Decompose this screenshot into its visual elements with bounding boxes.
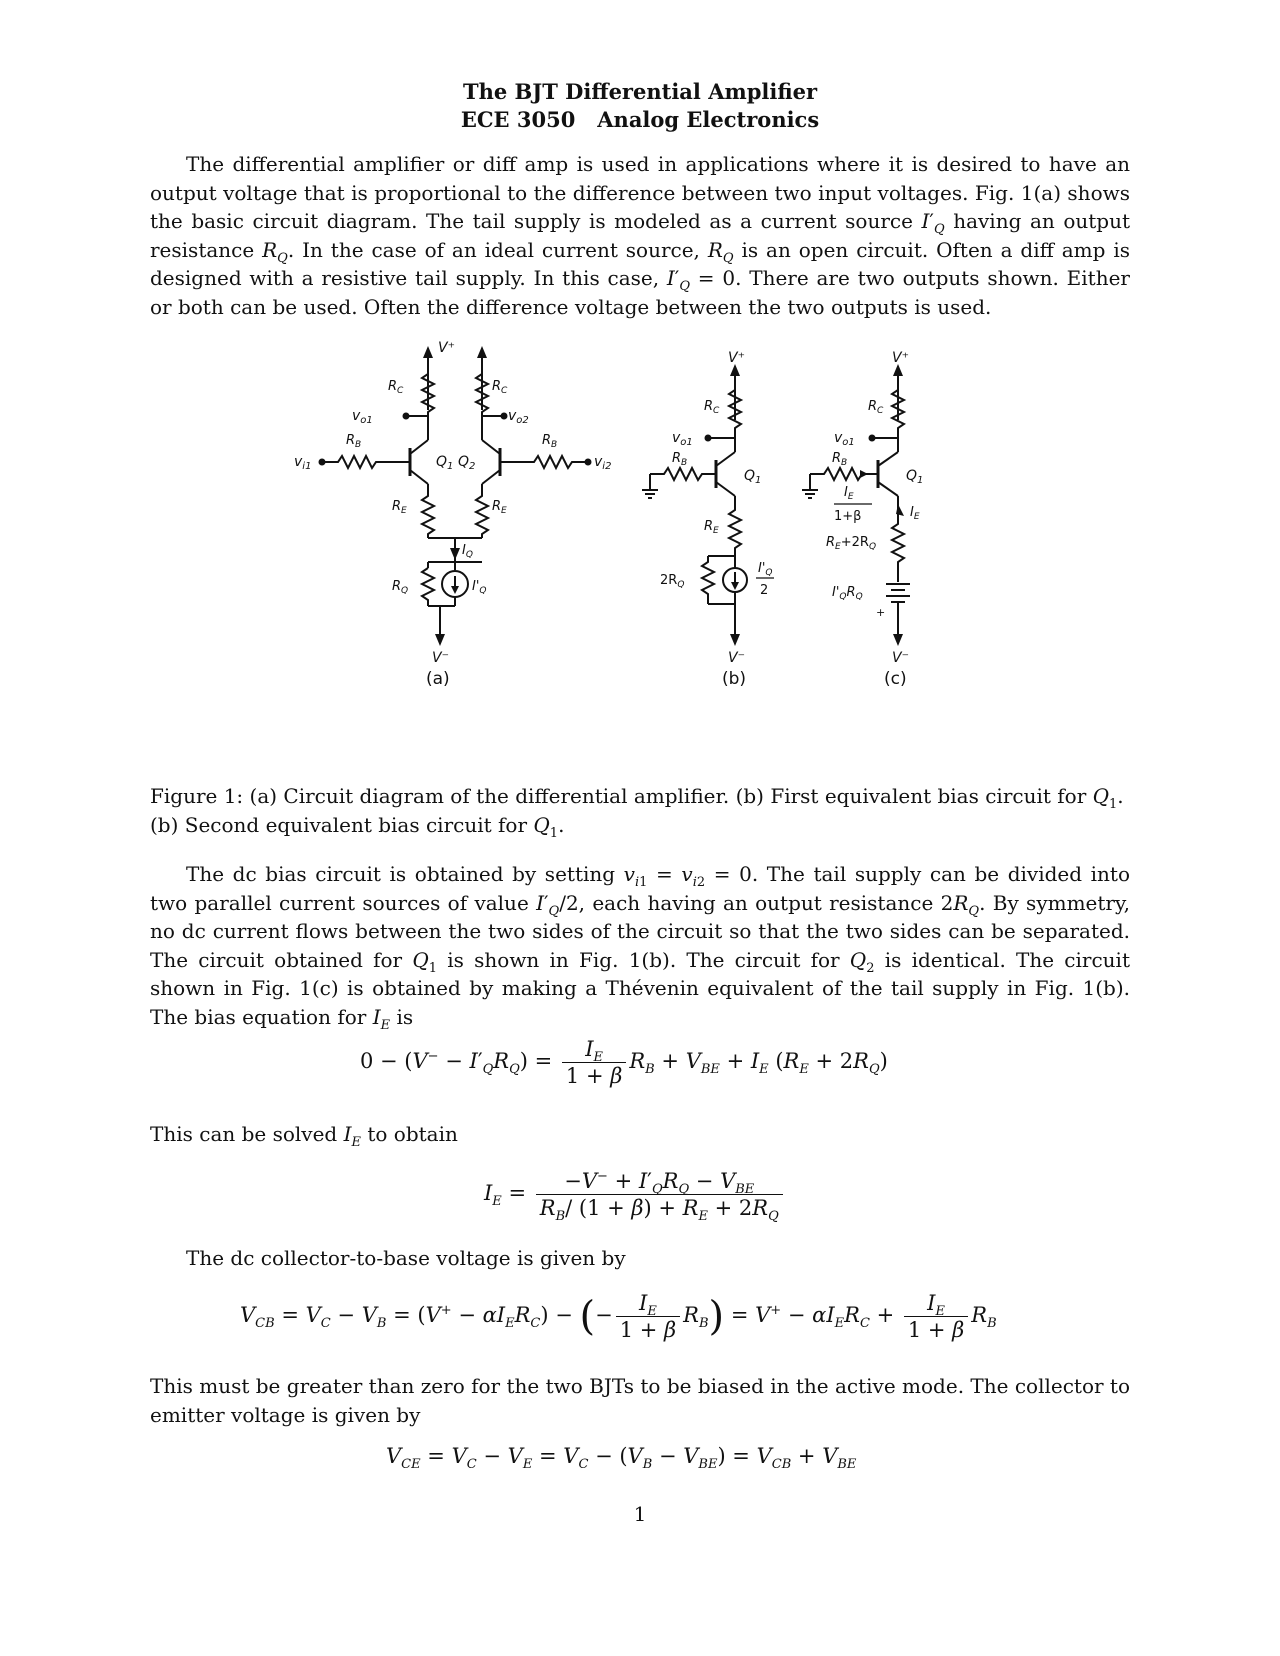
panel-b-circuit <box>642 350 774 689</box>
course-subject: Analog Electronics <box>597 107 820 132</box>
svg-text:RE: $R_E$ <box>492 499 507 516</box>
panel-c-circuit <box>802 350 923 689</box>
svg-text:RC: $R_C$ <box>388 379 404 396</box>
svg-text:RC: $R_C$ <box>868 399 884 416</box>
figure-caption: Figure 1: (a) Circuit diagram of the differential amplifier. (b) First equivalent bias circuit for $Q_1$. (b) Second equivalent bias circuit for $Q_1$. <box>150 784 1124 841</box>
document-title <box>0 78 1280 134</box>
svg-text:vo1: $v_{o1}$ <box>834 430 855 448</box>
bias-text-6: is identical. The circuit shown in Fig. 1(c) is obtained by making a Thévenin equivalent of the tail supply in Fig. 1(b). The bias equation for <box>150 947 1130 1029</box>
svg-text:+: + <box>876 606 886 619</box>
active-paragraph <box>150 1372 1130 1429</box>
svg-text:V⁺: V⁺ <box>728 350 745 366</box>
svg-text:2RQ: $2R_Q$ <box>660 573 685 590</box>
vplus-label-a: V⁺ <box>438 340 455 356</box>
vcb-equation: $V_{CB} = V_C - V_B = (V^+ - \alpha I_ER_C)$ − (− $\frac{I_E}{1 + \beta}$ $R_B) = V^+ - \alpha I_ER_C$ + $\frac{I_E}{1 + \beta}$ $R_B$ <box>240 1291 997 1342</box>
bias-text-4: . By symmetry, no dc current flows between the two sides of the circuit so that the two sides can be separated. The circuit obtained for <box>150 890 1130 972</box>
intro-text-4: is an open circuit. Often a diff amp is designed with a resistive tail supply. In this case, <box>150 237 1130 290</box>
svg-text:vi2: $v_{i2}$ <box>594 454 612 472</box>
svg-text:vo2: $v_{o2}$ <box>508 408 529 426</box>
page-number: 1 <box>633 1502 647 1526</box>
svg-text:V⁻: V⁻ <box>432 650 449 666</box>
bias-text-1: The dc bias circuit is obtained by setting <box>186 862 624 886</box>
intro-text-3: . In the case of an ideal current source, <box>287 237 708 262</box>
svg-text:RB: $R_B$ <box>346 433 362 450</box>
svg-text:IE: $I_E$ <box>910 505 920 522</box>
solve-line: This can be solved $I_E$ to obtain <box>150 1122 458 1150</box>
caption-text-3: . <box>558 812 565 837</box>
svg-text:Q1: $Q_1$ <box>436 454 454 472</box>
panel-a-circuit <box>294 340 611 689</box>
ie-equation: $I_E$ = $\frac{-V^- + I'_QR_Q - V_{BE}}{R_B/ (1 + \beta) + R_E + 2R_Q}$ <box>484 1168 786 1221</box>
svg-text:vi1: $v_{i1}$ <box>294 454 312 472</box>
svg-text:Q1: $Q_1$ <box>906 468 924 486</box>
panel-a-label: (a) <box>426 669 450 689</box>
svg-text:RB: $R_B$ <box>672 451 688 468</box>
vce-equation: $V_{CE} = V_C - V_E = V_C - (V_B - V_{BE}) = V_{CB} + V_{BE}$ <box>386 1444 857 1473</box>
svg-text:RB: $R_B$ <box>542 433 558 450</box>
svg-text:RC: $R_C$ <box>492 379 508 396</box>
svg-text:V⁻: V⁻ <box>892 650 909 666</box>
svg-text:RE: $R_E$ <box>392 499 407 516</box>
bias-text-3: /2, each having an output resistance 2 <box>559 890 954 915</box>
svg-text:vo1: $v_{o1}$ <box>672 430 693 448</box>
caption-text-1: Figure 1: (a) Circuit diagram of the differential amplifier. (b) First equivalent bias circuit for <box>150 784 1093 808</box>
svg-text:vo1: $v_{o1}$ <box>352 408 373 426</box>
vcb-intro <box>150 1244 1130 1273</box>
active-text: This must be greater than zero for the two BJTs to be biased in the active mode. The collector to emitter voltage is given by <box>150 1374 1130 1427</box>
bias-paragraph: The dc bias circuit is obtained by setting $v_{i1} = v_{i2} = 0$. The tail supply can be divided into two parallel current sources of value $I'_Q/2$, each having an output resistance $2R_Q$. By symmetry, no dc current flows between the two sides of the circuit so that the two sides can be separated. The circuit obtained for $Q_1$ is shown in Fig. 1(b). The circuit for $Q_2$ is identical. The circuit shown in Fig. 1(c) is obtained by making a Thévenin equivalent of the tail supply in Fig. 1(b). The bias equation for $I_E$ is <box>150 862 1131 1033</box>
svg-text:RB: $R_B$ <box>832 451 848 468</box>
title-line: The BJT Differential Amplifier <box>462 79 818 104</box>
svg-text:IE: $I_E$ <box>844 485 854 502</box>
svg-text:RC: $R_C$ <box>704 399 720 416</box>
solve-text-1: This can be solved <box>150 1122 344 1146</box>
svg-text:IQ: $I_Q$ <box>462 543 473 560</box>
bias-text-7: is <box>390 1004 414 1029</box>
svg-text:I'QRQ: $I'_QR_Q$ <box>832 585 863 602</box>
svg-text:V⁻: V⁻ <box>728 650 745 666</box>
bias-text-5: is shown in Fig. 1(b). The circuit for <box>437 947 850 972</box>
svg-text:Q1: $Q_1$ <box>744 468 762 486</box>
circuit-figure <box>280 340 1020 720</box>
svg-text:1+β: 1+β <box>834 509 862 524</box>
panel-c-label: (c) <box>884 669 907 689</box>
course-line <box>0 106 1280 134</box>
bias-equation: $0 - (V^- - I'_QR_Q)$ = $\frac{I_E}{1 + \beta}$ $R_B + V_{BE} + I_E$ $(R_E + 2R_Q)$ <box>360 1037 888 1088</box>
intro-text-1: The differential amplifier or diff amp is used in applications where it is desired to have an output voltage that is proportional to the difference between two input voltages. Fig. 1(a) shows the basic circuit diagram. The tail supply is modeled as a current source <box>150 152 1130 233</box>
intro-text-5: = 0. There are two outputs shown. Either or both can be used. Often the difference voltage between the two outputs is used. <box>150 266 1130 319</box>
svg-text:Q2: $Q_2$ <box>458 454 476 472</box>
bias-text-2: = 0. The tail supply can be divided into two parallel current sources of value <box>150 862 1131 915</box>
svg-text:RQ: $R_Q$ <box>392 579 409 596</box>
course-code: ECE 3050 <box>460 107 576 132</box>
svg-text:V⁺: V⁺ <box>892 350 909 366</box>
svg-text:I'Q: $I'_Q$ <box>758 561 773 578</box>
intro-paragraph: The differential amplifier or diff amp is used in applications where it is desired to have an output voltage that is proportional to the difference between two input voltages. Fig. 1(a) shows the basic circuit diagram. The tail supply is modeled as a current source $I'_Q$ having an output resistance $R_Q$. In the case of an ideal current source, $R_Q$ is an open circuit. Often a diff amp is designed with a resistive tail supply. In this case, $I'_Q = 0$. There are two outputs shown. Either or both can be used. Often the difference voltage between the two outputs is used. <box>150 152 1130 319</box>
svg-text:RE: $R_E$ <box>704 519 719 536</box>
svg-text:2: 2 <box>760 583 769 598</box>
intro-text-2: having an output resistance <box>150 209 1130 262</box>
caption-text-2: . (b) Second equivalent bias circuit for <box>150 784 1124 837</box>
panel-b-label: (b) <box>722 669 747 689</box>
svg-text:RE+2RQ: $R_E+2R_Q$ <box>826 535 877 552</box>
solve-text-2: to obtain <box>361 1122 458 1146</box>
vcb-intro-text: The dc collector-to-base voltage is given by <box>186 1246 626 1270</box>
svg-text:I'Q: $I'_Q$ <box>472 579 487 596</box>
